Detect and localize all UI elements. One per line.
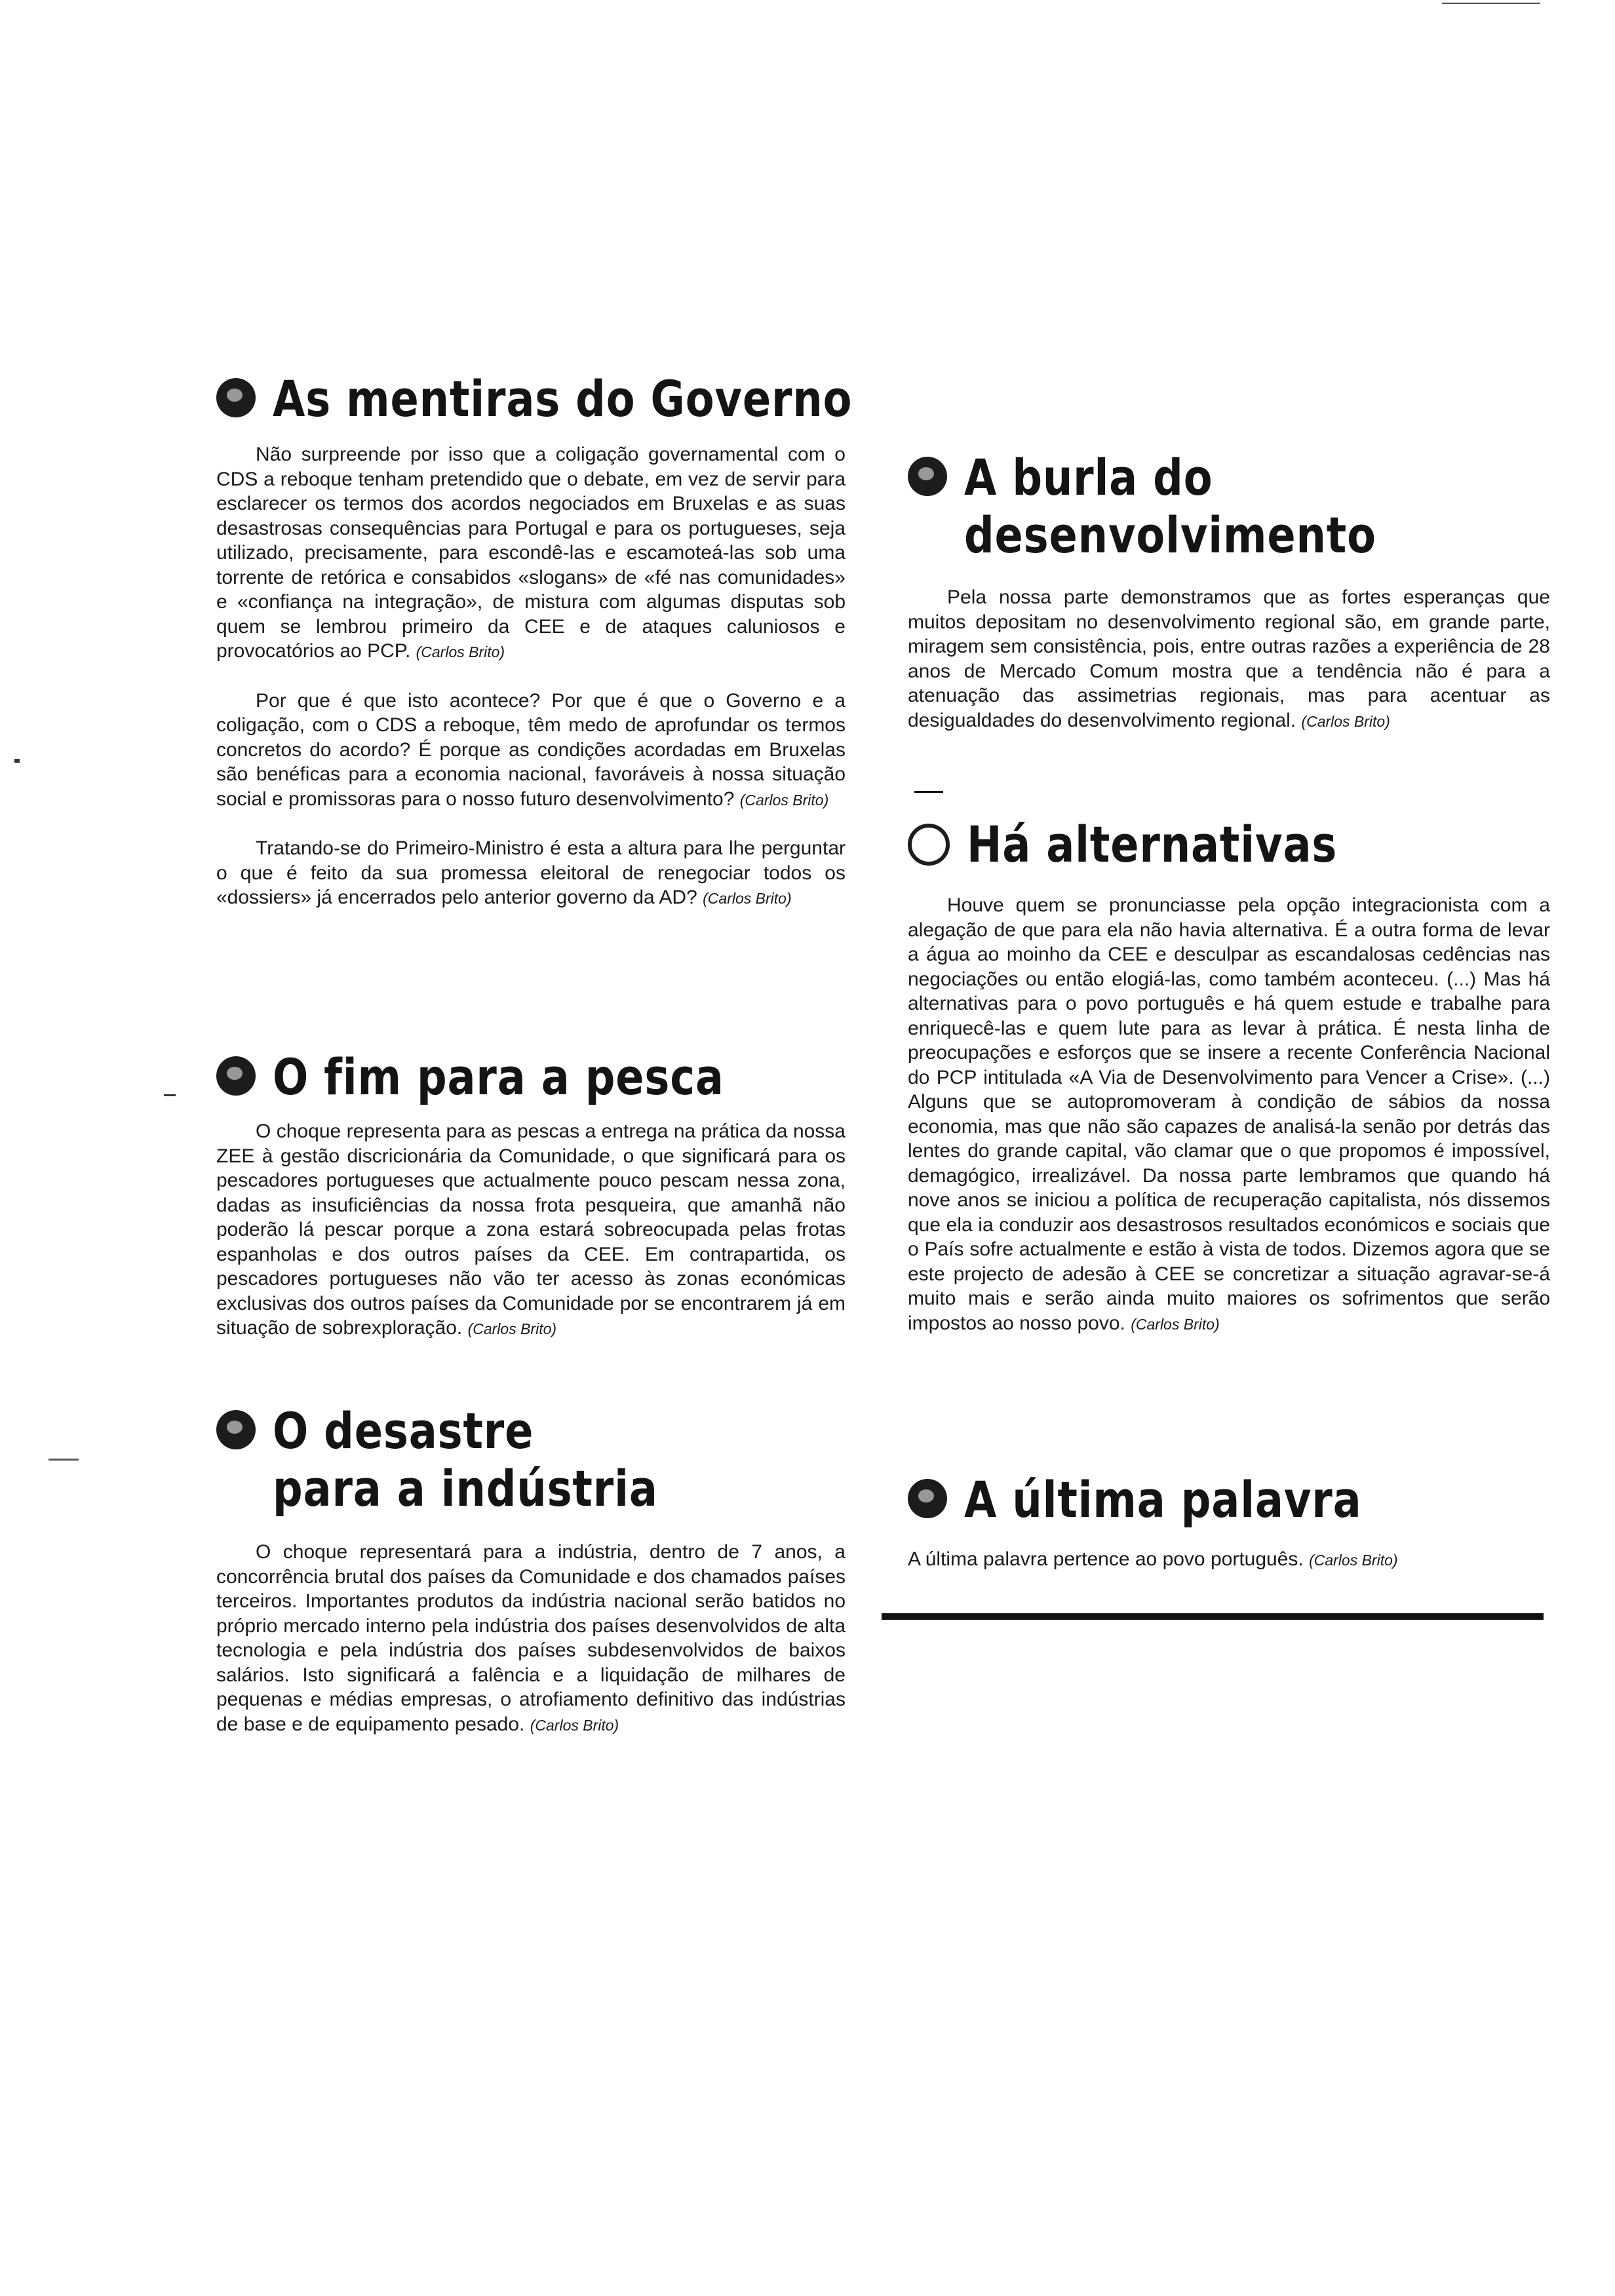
bullet-icon xyxy=(216,1410,256,1449)
paragraph-text: A última palavra pertence ao povo português. xyxy=(908,1548,1304,1570)
paragraph xyxy=(908,585,1550,734)
byline: (Carlos Brito) xyxy=(703,890,792,907)
section-mentiras xyxy=(216,370,853,911)
section-heading xyxy=(216,370,853,428)
heading-burla xyxy=(964,449,1376,564)
section-burla xyxy=(908,449,1550,734)
paragraph xyxy=(216,836,846,911)
paragraph xyxy=(216,689,846,813)
paragraph xyxy=(216,442,846,665)
byline: (Carlos Brito) xyxy=(416,643,505,660)
bullet-icon xyxy=(216,378,256,417)
paragraph-text: O choque representará para a indústria, dentro de 7 anos, a concorrência brutal dos países da Comunidade e dos chamados países terceiros. Importantes produtos da indústria nacional serão batidos no próprio mercado interno pela indústria dos países desenvolvidos de alta tecnologia e pela indústria dos países subdesenvolvidos de baixos salários. Isto significará a falência e a liquidação de milhares de pequenas e médias empresas, o atrofiamento definitivo das indústrias de base e de equipamento pesado. xyxy=(216,1541,846,1735)
byline: (Carlos Brito) xyxy=(530,1716,619,1734)
margin-mark xyxy=(14,759,20,763)
section-alternativas xyxy=(908,816,1550,1337)
section-heading xyxy=(216,1402,846,1518)
top-right-rule xyxy=(1442,3,1540,4)
section-heading xyxy=(908,1471,1550,1529)
paragraph xyxy=(216,1119,846,1342)
heading-alternativas: Há alternativas xyxy=(967,815,1338,873)
byline: (Carlos Brito) xyxy=(1301,712,1390,730)
paragraph-text: Pela nossa parte demonstramos que as fortes esperanças que muitos depositam no desenvolvimento regional são, em grande parte, miragem sem consistência, pois, entre outras razões a experiência de 28 anos de Mercado Comum mostra que a tendência não é para a atenuação das assimetrias regionais, mas para acentuar as desigualdades do desenvolvimento regional. xyxy=(908,586,1550,731)
section-heading xyxy=(908,449,1550,564)
heading-line: O desastre xyxy=(273,1402,534,1460)
section-heading xyxy=(216,1048,846,1106)
bullet-icon xyxy=(908,457,947,496)
heading-industria xyxy=(273,1402,658,1518)
heading-pesca: O fim para a pesca xyxy=(273,1048,724,1106)
byline: (Carlos Brito) xyxy=(467,1320,557,1337)
bullet-icon xyxy=(908,1479,947,1518)
short-dash xyxy=(914,791,943,793)
section-pesca xyxy=(216,1048,846,1342)
heading-line: para a indústria xyxy=(273,1459,658,1518)
paragraph-text: Não surpreende por isso que a coligação governamental com o CDS a reboque tenham pretendido que o debate, em vez de servir para esclarecer os termos dos acordos negociados em Bruxelas e as suas desastrosas consequências para Portugal e para os portugueses, seja utilizado, precisamente, para escondê-las e escamoteá-las sob uma torrente de retórica e consabidos «slogans» de «fé nas comunidades» e «confiança na integração», de mistura com algumas disputas sob quem se lembrou primeiro da CEE e de ataques caluniosos e provocatórios ao PCP. xyxy=(216,444,846,662)
bullet-icon xyxy=(908,824,950,866)
byline: (Carlos Brito) xyxy=(1309,1552,1398,1569)
byline: (Carlos Brito) xyxy=(739,791,829,809)
section-industria xyxy=(216,1402,846,1738)
closing-rule xyxy=(882,1613,1544,1620)
bullet-icon xyxy=(216,1056,256,1096)
paragraph-text: Tratando-se do Primeiro-Ministro é esta a altura para lhe perguntar o que é feito da sua promessa eleitoral de renegociar todos os «dossiers» já encerrados pelo anterior governo da AD? xyxy=(216,837,846,908)
heading-mentiras: As mentiras do Governo xyxy=(273,370,853,428)
margin-mark xyxy=(164,1094,176,1096)
heading-line: A burla do xyxy=(964,448,1213,507)
paragraph-text: O choque representa para as pescas a entrega na prática da nossa ZEE à gestão discricionária da Comunidade, o que significará para os pescadores portugueses que actualmente pouco pescam nessa zona, dadas as insuficiências da nossa frota pesqueira, que amanhã não poderão lá pescar porque a zona estará sobreocupada pelas frotas espanholas e dos outros países da CEE. Em contrapartida, os pescadores portugueses não vão ter acesso às zonas económicas exclusivas dos outros países da Comunidade por se encontrarem já em situação de sobrexploração. xyxy=(216,1120,846,1339)
heading-ultima: A última palavra xyxy=(964,1470,1362,1529)
margin-mark xyxy=(49,1459,79,1461)
paragraph xyxy=(908,1547,1550,1573)
paragraph-text: Por que é que isto acontece? Por que é que o Governo e a coligação, com o CDS a reboque, têm medo de aprofundar os termos concretos do acordo? É porque as condições acordadas em Bruxelas são benéficas para a economia nacional, favoráveis à nossa situação social e promissoras para o nosso futuro desenvolvimento? xyxy=(216,689,846,810)
paragraph xyxy=(908,893,1550,1337)
byline: (Carlos Brito) xyxy=(1131,1315,1220,1333)
heading-line: desenvolvimento xyxy=(964,506,1376,564)
section-heading xyxy=(908,816,1550,873)
paragraph xyxy=(216,1540,846,1738)
section-ultima xyxy=(908,1471,1550,1573)
paragraph-text: Houve quem se pronunciasse pela opção integracionista com a alegação de que para ela não havia alternativa. É a outra forma de levar a água ao moinho da CEE e desculpar as escandalosas cedências nas negociações ou então elogiá-las, como também aconteceu. (...) Mas há alternativas para o povo português e há quem estude e trabalhe para enriquecê-las e quem lute para as levar à prática. É nesta linha de preocupações e esforços que se insere a recente Conferência Nacional do PCP intitulada «A Via de Desenvolvimento para Vencer a Crise». (...) Alguns que se autopromoveram à condição de sábios da nossa economia, mas que não são capazes de analisá-la senão por detrás das lentes do grande capital, vão clamar que o que propomos é impossível, demagógico, irrealizável. Da nossa parte lembramos que quando há nove anos se iniciou a política de recuperação capitalista, nós dissemos que ela ia conduzir aos desastrosos resultados económicos e sociais que o País sofre actualmente e estão à vista de todos. Dizemos agora que se este projecto de adesão à CEE se concretizar a situação agravar-se-á muito mais e serão ainda muito maiores os sofrimentos que serão impostos ao nosso povo. xyxy=(908,894,1550,1334)
